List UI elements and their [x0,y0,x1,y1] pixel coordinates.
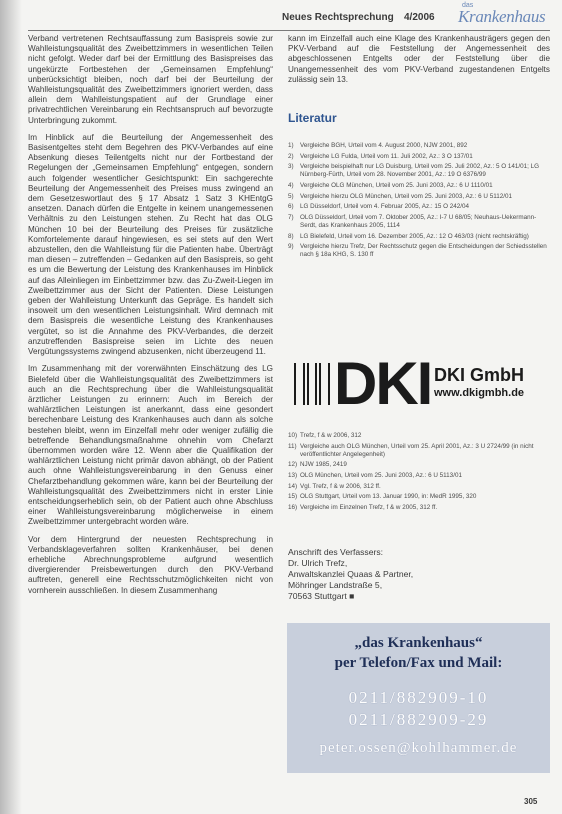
author-street: Möhringer Landstraße 5, [288,580,383,590]
contact-title: „das Krankenhaus“ [354,635,483,651]
contact-email-link[interactable]: peter.ossen@kohlhammer.de [319,740,518,756]
contact-fax[interactable]: 0211/882909-29 [348,710,489,729]
reference-item: 2) Vergleiche LG Fulda, Urteil vom 11. Juli 2002, Az.: 3 O 137/01 [288,152,473,160]
author-heading: Anschrift des Verfassers: [288,547,384,557]
dki-advertisement [288,351,550,425]
paragraph-continuation: kann im Einzelfall auch eine Klage des Krankenhausträgers gegen den PKV-Verband auf die Feststellung der Angemessenheit des abgeschlossenen Entgelts oder der Feststellung über die Unangemessenheit des vom PKV-Verband zugestandenen Entgelts zulässig sein 13. [288,34,550,84]
dki-website-link[interactable]: www.dkigmbh.de [434,387,525,399]
reference-item: 13) OLG München, Urteil vom 25. Juni 2003, Az.: 6 U 5113/01 [288,471,462,479]
reference-item: 15) OLG Stuttgart, Urteil vom 13. Januar 1990, in: MedR 1995, 320 [288,493,477,501]
section-title: Neues Rechtsprechung [282,12,394,23]
reference-item: 3) Vergleiche beispielhaft nur LG Duisburg, Urteil vom 25. Juli 2002, Az.: 5 O 141/01; LG Nürnberg-Fürth, Urteil vom 28. November 2001, Az.: 19 O 6376/99 [288,163,540,179]
reference-item: 5) Vergleiche hierzu OLG München, Urteil vom 25. Juni 2003, Az.: 6 U 5112/01 [288,192,512,200]
paragraph: Im Hinblick auf die Beurteilung der Angemessenheit des Basisentgeltes steht dem Begehren des PKV-Verbandes auf eine Absenkung dieses Teilentgelts nicht nur der Fortbestand der Regelungen der „Gemeinsamen Empfehlung“ entgegen, sondern auch folgender wesentlicher Gesichtspunkt: Ein sachgerechte Beurteilung der Angemessenheit des Preises muss zwingend an dem Gesetzeswortlaut des § 17 Absatz 1 Satz 3 KHEntgG ansetzen. Danach dürfen die Entgelte in keinem unangemessenen Verhältnis zu den Leistungen stehen. Zu Recht hat das OLG München 10 bei der Beurteilung des Preises für zusätzliche Komfortelemente darauf hingewiesen, es sei stets auf den Wert abzustellen, den die Wahlleistung für die Patienten habe. Überträgt man diesen – zutreffenden – Gedanken auf den Basispreis, so geht es um die Bewertung der Leistung des Krankenhauses im Hinblick auf das Alleinliegen im Einbettzimmer bzw. das Zu-Zweit-Liegen im Zweibettzimmer aus der Sicht der Patienten. Diese Leistungen geben der Wahlleistung Unterkunft das Gepräge. Es handelt sich insoweit um den wesentlichen Leistungsinhalt. Wird demnach mit dem Basispreis die wesentliche Leistung des Krankenhauses vergütet, so ist die Annahme des PKV-Verbandes, die derzeit anzutreffenden Basispreise seien im Lichte des neuen Vergütungssystems zwingend abzusenken, nicht überzeugend 11. [28,132,273,357]
contact-advertisement [287,623,550,773]
author-city: 70563 Stuttgart ■ [288,591,355,601]
dki-logo-bars-icon [294,363,330,405]
reference-list-1 [288,142,550,262]
journal-logo-main: Krankenhaus [458,7,546,26]
reference-item: 4) Vergleiche OLG München, Urteil vom 25. Juni 2003, Az.: 6 U 1110/01 [288,181,493,189]
contact-phone[interactable]: 0211/882909-10 [348,688,489,707]
reference-item: 14) Vgl. Trefz, f & w 2006, 312 ff. [288,482,381,490]
paragraph: Vor dem Hintergrund der neuesten Rechtsprechung in Verbandsklageverfahren sollten Krankenhäuser, bei denen erhebliche Abrechnungsprobleme aufgrund wesentlich divergierender Preisbewertungen durch den PKV-Verband auftreten, generell eine Rechtsschutzmöglichkeiten nicht von vornherein ausschließen. In diesem Zusammenhang [28,534,273,595]
paragraph: Verband vertretenen Rechtsauffassung zum Basispreis sowie zur Wahlleistungsqualität des Zweibettzimmers in wesentlichen Teilen nicht gefolgt. Weder darf bei der Ermittlung des Basispreises das ungekürzte Fortbestehen der „Gemeinsamen Empfehlung“ unberücksichtigt bleiben, noch darf bei der Beurteilung der Wahlleistungsqualität des Zweibettzimmers ignoriert werden, dass allein dem Wahlleistungspatient auf der Grundlage einer privatrechtlichen Vereinbarung ein Rechtsanspruch auf bevorzugte Unterbringung zukommt. [28,34,273,125]
reference-item: 8) LG Bielefeld, Urteil vom 16. Dezember 2005, Az.: 12 O 463/03 (nicht rechtskräftig) [288,232,529,240]
author-address [288,547,413,602]
left-column [28,34,273,603]
contact-subtitle: per Telefon/Fax und Mail: [334,655,503,671]
reference-item: 9) Vergleiche hierzu Trefz, Der Rechtsschutz gegen die Entscheidungen der Schiedsstellen nach § 18a KHG, S. 130 ff [288,243,547,259]
header-divider [28,30,550,31]
reference-item: 6) LG Düsseldorf, Urteil vom 4. Februar 2005, Az.: 15 O 242/04 [288,203,470,211]
author-firm: Anwaltskanzlei Quaas & Partner, [288,569,414,579]
issue-number: 4/2006 [404,12,435,23]
dki-company-name: DKI GmbH [434,365,524,385]
reference-item: 11) Vergleiche auch OLG München, Urteil vom 25. April 2001, Az.: 3 U 2724/99 (in nicht veröffentlichter Angelegenheit) [288,442,534,458]
reference-list-2 [288,432,550,514]
page-number: 305 [524,797,538,806]
reference-item: 12) NJW 1985, 2419 [288,461,347,469]
journal-logo [458,2,554,28]
right-column [288,34,550,85]
reference-item: 10) Trefz, f & w 2006, 312 [288,432,362,439]
reference-item: 1) Vergleiche BGH, Urteil vom 4. August 2000, NJW 2001, 892 [288,142,468,149]
author-name: Dr. Ulrich Trefz, [288,558,348,568]
dki-logo-text: DKI [334,350,432,417]
page-gutter-shadow [0,0,22,814]
page-header [0,0,562,30]
reference-item: 7) OLG Düsseldorf, Urteil vom 7. Oktober 2005, Az.: I-7 U 68/05; Neuhaus-Uekermann-Serdt, das Krankenhaus 2005, 1114 [288,213,537,229]
paragraph: Im Zusammenhang mit der vorerwähnten Einschätzung des LG Bielefeld über die Wahlleistungsqualität des Zweibettzimmers ist auch an die Rechtsprechung über die Wahlleistungsqualität ärztlicher Leistungen zu erinnern: Auch im Bereich der wahlärztlichen Leistungen ist anerkannt, dass eine gesondert berechenbare Leistung des Krankenhauses auch dann als solche bestehen bleibt, wenn im Einzelfall mehr oder weniger zufällig die betreffende Behandlungsmaßnahme ohnehin vom Chefarzt übernommen worden wäre 12. Wenn aber die Qualifikation der wahlärztlichen Leistung nicht primär davon abhängt, ob der Patient auch ohne Wahlleistungsvereinbarung in den Genuss einer Chefarztbehandlung gekommen wäre, kann bei der Beurteilung der Wahlleistungsqualität des Zweibettzimmers nicht in erster Linie entscheidungserheblich sein, ob der Patient auch ohne Abschluss einer Wahlleistungsvereinbarung möglicherweise in einem Zweibettzimmer untergebracht worden wäre. [28,364,273,527]
literatur-heading: Literatur [288,111,337,125]
journal-logo-small: das [462,2,474,9]
reference-item: 16) Vergleiche im Einzelnen Trefz, f & w 2005, 312 ff. [288,503,438,511]
